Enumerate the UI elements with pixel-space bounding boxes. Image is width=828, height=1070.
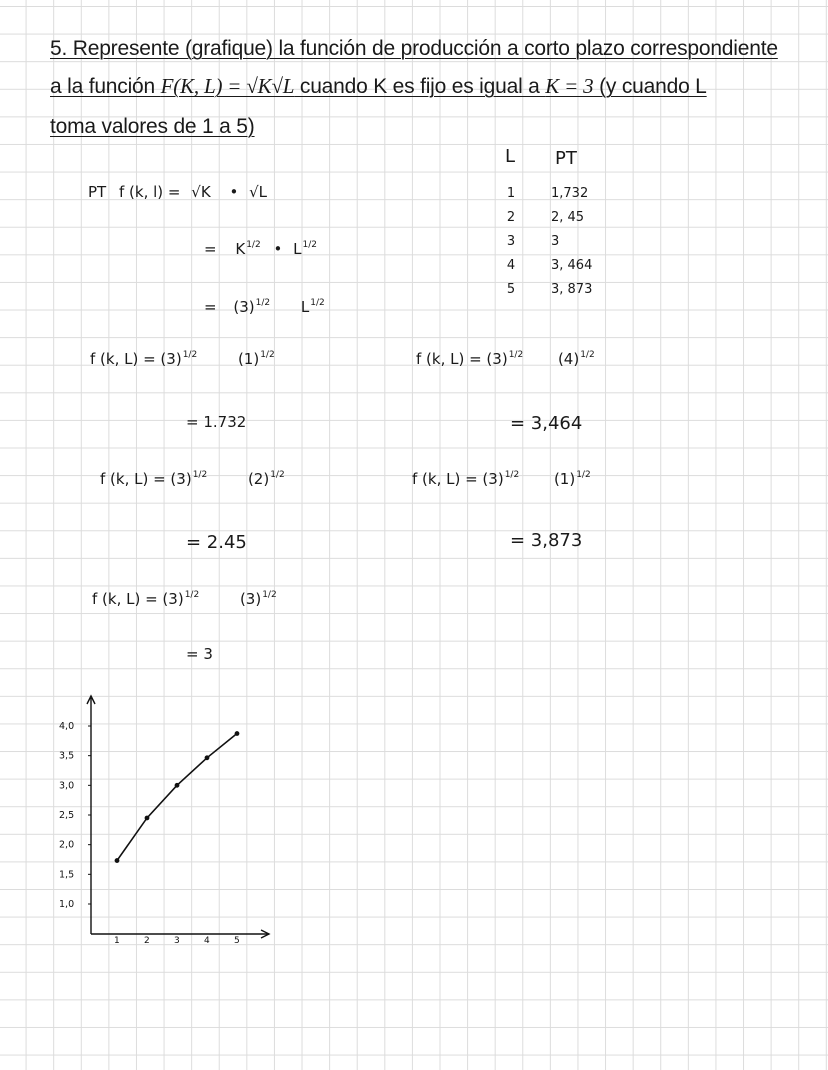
table-l-cell: 4 bbox=[506, 258, 516, 273]
calc-2-factor: (2) bbox=[247, 470, 270, 488]
table-l-column bbox=[501, 186, 521, 306]
calc-5-factor-exp: 1/2 bbox=[576, 470, 591, 480]
table-l-cell: 3 bbox=[506, 234, 516, 249]
calc-3-factor: (3) bbox=[239, 590, 262, 608]
calc-4 bbox=[416, 350, 595, 368]
x-tick-label: 2 bbox=[144, 936, 150, 946]
series-line bbox=[117, 734, 237, 861]
calc-2-lhs: f (k, L) = (3) bbox=[100, 470, 192, 488]
table-l-cell: 1 bbox=[506, 186, 516, 201]
dot-operator-2: • bbox=[273, 240, 283, 258]
table-pt-cell: 1,732 bbox=[551, 186, 589, 201]
calc-4-result: = 3,464 bbox=[510, 413, 583, 434]
problem-statement-line-1 bbox=[50, 38, 778, 59]
table-header-pt: PT bbox=[555, 148, 577, 169]
statement-formula: F(K, L) = √K√L bbox=[160, 74, 295, 98]
y-tick-label: 1,0 bbox=[59, 899, 75, 910]
calc-1-factor-exp: 1/2 bbox=[260, 350, 275, 360]
data-points bbox=[115, 731, 240, 863]
x-tick-label: 5 bbox=[234, 936, 240, 946]
k-power-base: K bbox=[235, 240, 246, 258]
calc-3-exp: 1/2 bbox=[184, 590, 200, 600]
calc-5-factor: (1) bbox=[553, 470, 576, 488]
l-power-base-2: L bbox=[300, 298, 310, 316]
calc-4-factor-exp: 1/2 bbox=[580, 350, 595, 360]
sqrt-k: √K bbox=[191, 183, 211, 201]
problem-statement-line-3 bbox=[50, 116, 255, 137]
substituted-base: (3) bbox=[233, 298, 255, 316]
table-pt-cell: 3, 873 bbox=[551, 282, 593, 297]
exponent-4: 1/2 bbox=[310, 298, 325, 308]
calc-1-exp: 1/2 bbox=[182, 350, 198, 360]
y-tick-label: 3,5 bbox=[59, 750, 75, 762]
calc-2-result: = 2.45 bbox=[186, 532, 247, 553]
table-pt-cell: 2, 45 bbox=[551, 210, 585, 225]
statement-text-1: 5. Represente (grafique) la función de producción a corto plazo correspondiente bbox=[50, 37, 778, 60]
pt-label: PT bbox=[88, 183, 107, 201]
table-l-cell: 2 bbox=[506, 210, 516, 225]
l-power-base: L bbox=[293, 240, 302, 258]
exponent-3: 1/2 bbox=[255, 298, 271, 308]
y-tick-label: 1,5 bbox=[59, 869, 75, 881]
statement-text-2b: cuando K es fijo es igual a bbox=[294, 75, 546, 98]
x-tick-label: 1 bbox=[114, 936, 120, 946]
y-tick-label: 2,0 bbox=[59, 839, 75, 851]
calc-1 bbox=[90, 350, 275, 368]
data-point bbox=[175, 783, 180, 788]
chart-axes bbox=[87, 696, 269, 938]
dot-operator: • bbox=[229, 183, 239, 201]
y-tick-label: 2,5 bbox=[59, 810, 75, 821]
calc-5-lhs: f (k, L) = (3) bbox=[412, 470, 504, 488]
calc-4-exp: 1/2 bbox=[508, 350, 524, 360]
equals-sign: = bbox=[204, 240, 217, 258]
table-header-l: L bbox=[505, 146, 516, 167]
statement-text-2a: a la función bbox=[50, 75, 161, 98]
calc-1-factor: (1) bbox=[237, 350, 260, 368]
sqrt-l: √L bbox=[249, 183, 268, 201]
derivation-line-1 bbox=[88, 183, 267, 201]
calc-3-result: = 3 bbox=[186, 645, 213, 663]
y-tick-labels bbox=[59, 721, 91, 910]
x-tick-label: 4 bbox=[204, 936, 210, 946]
equals-sign-2: = bbox=[204, 298, 217, 316]
func-label: f (k, l) = bbox=[119, 183, 181, 201]
production-chart bbox=[55, 690, 285, 960]
calc-1-result: = 1.732 bbox=[186, 413, 247, 431]
data-point bbox=[115, 858, 120, 863]
calc-3-factor-exp: 1/2 bbox=[262, 590, 277, 600]
x-tick-labels bbox=[114, 936, 240, 946]
calc-3 bbox=[92, 590, 277, 608]
calc-5 bbox=[412, 470, 591, 488]
derivation-line-2 bbox=[204, 240, 317, 258]
calc-2 bbox=[100, 470, 285, 488]
problem-statement-line-2 bbox=[50, 76, 707, 97]
calc-3-lhs: f (k, L) = (3) bbox=[92, 590, 184, 608]
statement-text-3: toma valores de 1 a 5) bbox=[50, 115, 255, 138]
calc-5-result: = 3,873 bbox=[510, 530, 583, 551]
calc-2-factor-exp: 1/2 bbox=[270, 470, 285, 480]
table-l-cell: 5 bbox=[506, 282, 516, 297]
derivation-line-3 bbox=[204, 298, 325, 316]
statement-text-2c: (y cuando L bbox=[593, 75, 707, 98]
calc-4-factor: (4) bbox=[557, 350, 580, 368]
table-pt-cell: 3, 464 bbox=[551, 258, 593, 273]
y-tick-label: 4,0 bbox=[59, 721, 75, 732]
calc-2-exp: 1/2 bbox=[192, 470, 208, 480]
table-pt-column bbox=[551, 186, 611, 306]
y-tick-label: 3,0 bbox=[59, 780, 75, 792]
data-point bbox=[235, 731, 240, 736]
table-pt-cell: 3 bbox=[551, 234, 560, 249]
exponent: 1/2 bbox=[246, 240, 261, 250]
pt-table bbox=[495, 146, 635, 326]
data-point bbox=[205, 755, 210, 760]
exponent-2: 1/2 bbox=[302, 240, 317, 250]
statement-k-value: K = 3 bbox=[545, 74, 594, 98]
calc-1-lhs: f (k, L) = (3) bbox=[90, 350, 182, 368]
calc-5-exp: 1/2 bbox=[504, 470, 520, 480]
x-tick-label: 3 bbox=[174, 936, 180, 946]
data-point bbox=[145, 816, 150, 821]
calc-4-lhs: f (k, L) = (3) bbox=[416, 350, 508, 368]
